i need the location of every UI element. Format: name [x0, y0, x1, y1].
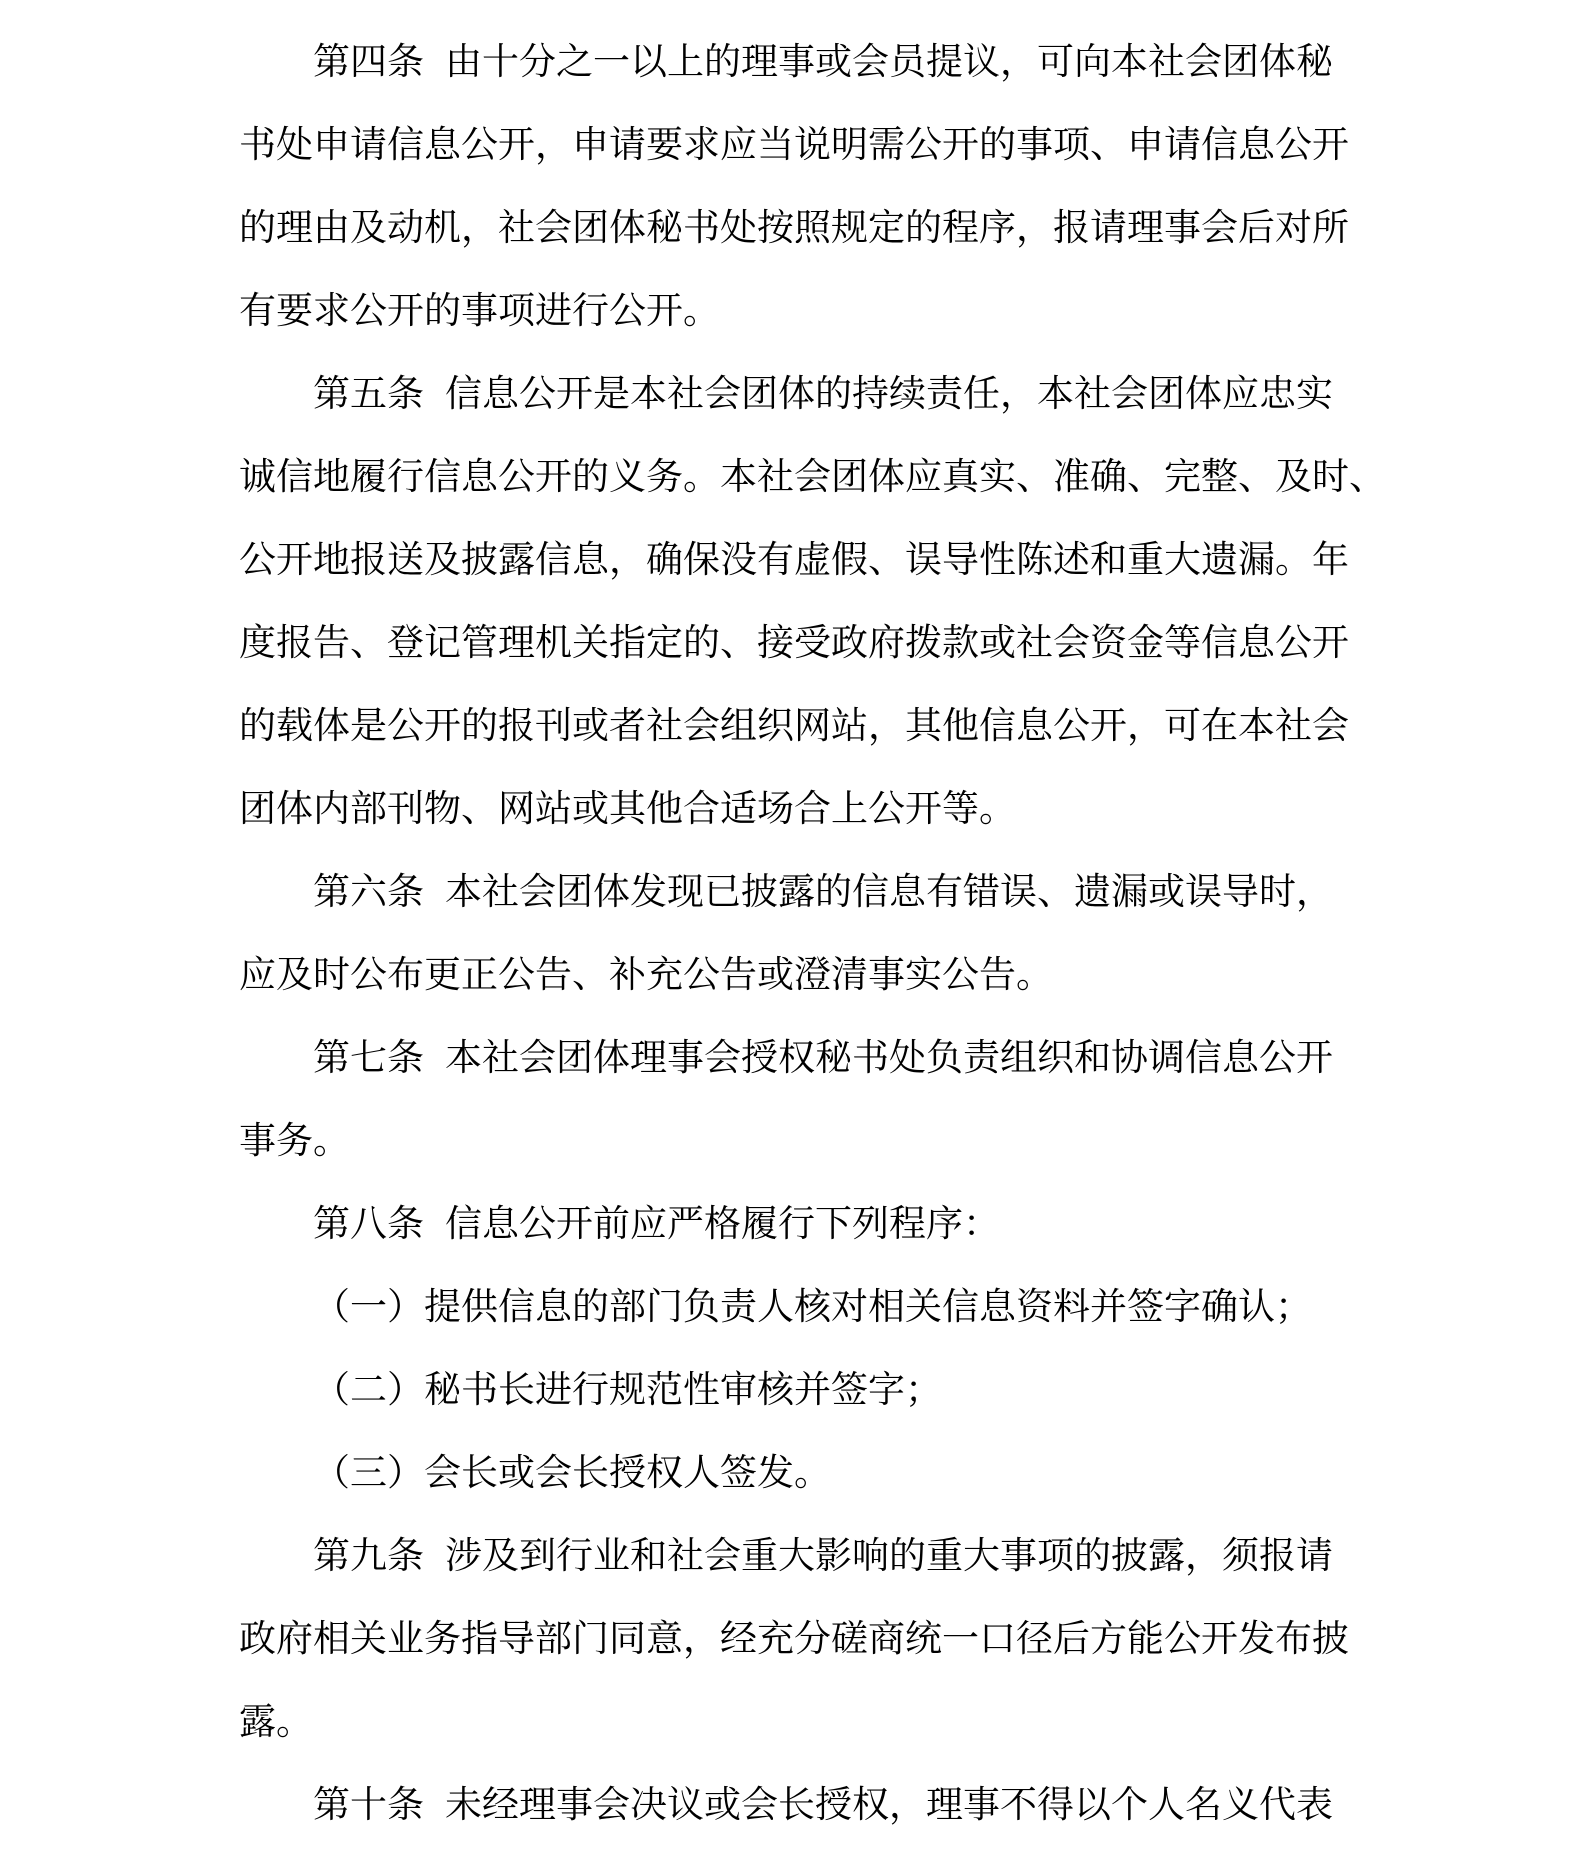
text-line: 第十条 未经理事会决议或会长授权，理事不得以个人名义代表 — [313, 1783, 1334, 1826]
text-line: 团体内部刊物、网站或其他合适场合上公开等。 — [239, 787, 1016, 830]
text-line: （三）会长或会长授权人签发。 — [313, 1451, 831, 1494]
text-line: 第六条 本社会团体发现已披露的信息有错误、遗漏或误导时， — [313, 870, 1334, 913]
text-line: 第五条 信息公开是本社会团体的持续责任，本社会团体应忠实 — [313, 372, 1334, 415]
text-line: 露。 — [239, 1700, 313, 1743]
text-line: 公开地报送及披露信息，确保没有虚假、误导性陈述和重大遗漏。年 — [239, 538, 1349, 581]
text-line: 诚信地履行信息公开的义务。本社会团体应真实、准确、完整、及时、 — [239, 455, 1386, 498]
text-line: 事务。 — [239, 1119, 350, 1162]
text-line: 第八条 信息公开前应严格履行下列程序： — [313, 1202, 1001, 1245]
text-line: 第九条 涉及到行业和社会重大影响的重大事项的披露，须报请 — [313, 1534, 1334, 1577]
text-line: 政府相关业务指导部门同意，经充分磋商统一口径后方能公开发布披 — [239, 1617, 1349, 1660]
text-line: （二）秘书长进行规范性审核并签字； — [313, 1368, 942, 1411]
text-line: 的载体是公开的报刊或者社会组织网站，其他信息公开，可在本社会 — [239, 704, 1349, 747]
document-body-text — [239, 20, 1386, 1846]
text-line: 度报告、登记管理机关指定的、接受政府拨款或社会资金等信息公开 — [239, 621, 1349, 664]
text-line: 应及时公布更正公告、补充公告或澄清事实公告。 — [239, 953, 1053, 996]
text-line: （一）提供信息的部门负责人核对相关信息资料并签字确认； — [313, 1285, 1312, 1328]
text-line: 有要求公开的事项进行公开。 — [239, 289, 720, 332]
text-line: 第七条 本社会团体理事会授权秘书处负责组织和协调信息公开 — [313, 1036, 1334, 1079]
text-line: 书处申请信息公开，申请要求应当说明需公开的事项、申请信息公开 — [239, 123, 1349, 166]
text-line: 第四条 由十分之一以上的理事或会员提议，可向本社会团体秘 — [313, 40, 1334, 83]
text-line: 的理由及动机，社会团体秘书处按照规定的程序，报请理事会后对所 — [239, 206, 1349, 249]
